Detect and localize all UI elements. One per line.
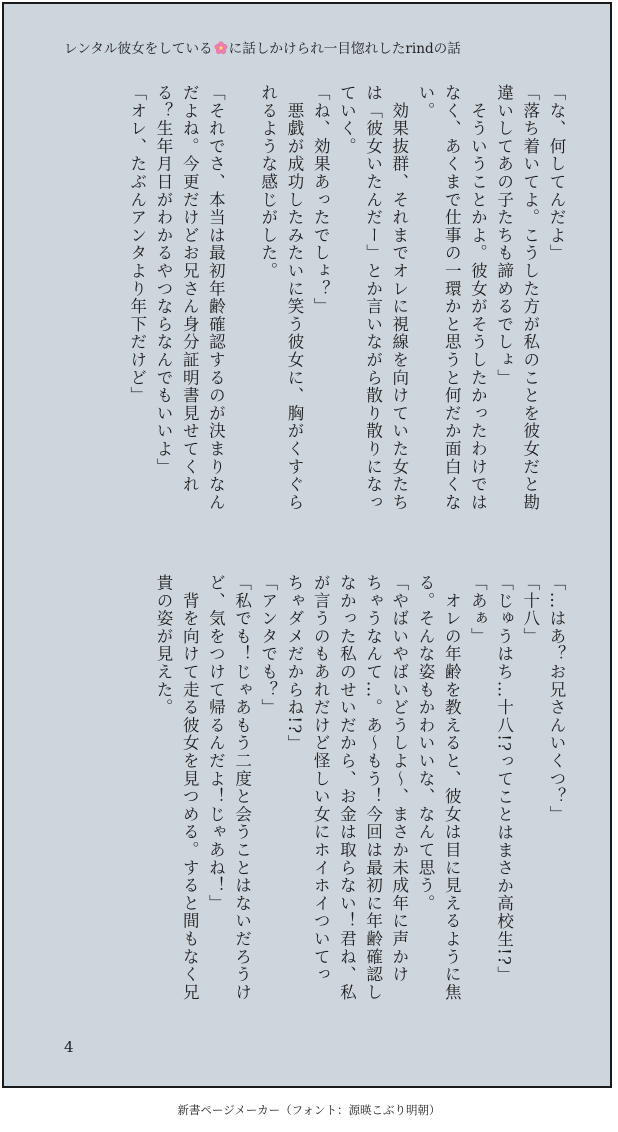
text-column: は「彼女いたんだー」とか言いながら散り散りになっ (363, 84, 383, 512)
cherry-blossom-icon (214, 41, 228, 55)
text-column: 「ね、効果あったでしょ？」 (311, 84, 331, 316)
page-header (64, 37, 584, 57)
text-column: ちゃうなんて…。あ〜もう！今回は最初に年齢確認し (363, 574, 383, 1002)
text-column: 「十八」 (520, 574, 540, 646)
header-title-after: に話しかけられ一目惚れしたrindの話 (228, 41, 461, 57)
text-column: 「それでさ、本当は最初年齢確認するのが決まりなん (206, 84, 226, 512)
text-column: ど、気をつけて帰るんだよ！じゃあね！」 (206, 574, 226, 913)
footer-credit: 新書ページメーカー（フォント：源暎こぶり明朝） (177, 1103, 441, 1117)
book-page (2, 2, 612, 1088)
header-title-before: レンタル彼女をしている (64, 41, 213, 57)
text-column: 「落ち着いてよ。こうした方が私のことを彼女だと勘 (520, 84, 540, 512)
text-column: そういうことかよ。彼女がそうしたかったわけでは (468, 84, 488, 512)
text-column: 「あぁ」 (468, 574, 488, 646)
text-column: 貴の姿が見えた。 (154, 574, 173, 717)
text-column: なかった私のせいだから、お金は取らない！君ね、私 (337, 574, 357, 1002)
text-column: 背を向けて走る彼女を見つめる。すると間もなく兄 (180, 574, 200, 1002)
text-column: 「じゅうはち…十八!?ってことはまさか高校生!?」 (494, 574, 514, 984)
text-column: る。そんな姿もかわいいな、なんて思う。 (416, 574, 435, 913)
text-column: 「やばいやばいどうしよ〜、まさか未成年に声かけ (389, 574, 409, 984)
text-column: ちゃダメだからね!?」 (285, 574, 304, 753)
text-column: 違いしてあの子たちも諦めるでしょ」 (494, 84, 514, 387)
page-number: 4 (64, 1038, 74, 1056)
text-column: 悪戯が成功したみたいに笑う彼女に、胸がくすぐら (285, 84, 304, 512)
text-column: る？生年月日がわかるやつならなんでもいいよ」 (154, 84, 173, 476)
text-column: い。 (416, 84, 435, 120)
text-column: 「アンタでも？」 (258, 574, 278, 717)
text-column: 「…はあ？お兄さんいくつ？」 (547, 574, 566, 824)
text-column: 「私でも！じゃあもう二度と会うことはないだろうけ (232, 574, 252, 1002)
text-column: オレの年齢を教えると、彼女は目に見えるように焦 (442, 574, 462, 1002)
text-column: が言うのもあれだけど怪しい女にホイホイついてっ (311, 574, 331, 984)
text-column: 効果抜群、それまでオレに視線を向けていた女たち (389, 84, 409, 512)
text-column: なく、あくまで仕事の一環かと思うと何だか面白くな (442, 84, 462, 512)
text-column: ていく。 (337, 84, 357, 156)
text-column: だよね。今更だけどお兄さん身分証明書見せてくれ (180, 84, 200, 494)
text-column: 「オレ、たぶんアンタより年下だけど」 (127, 84, 147, 405)
text-column: れるような感じがした。 (258, 84, 278, 280)
text-column: 「な、何してんだよ」 (547, 84, 566, 262)
